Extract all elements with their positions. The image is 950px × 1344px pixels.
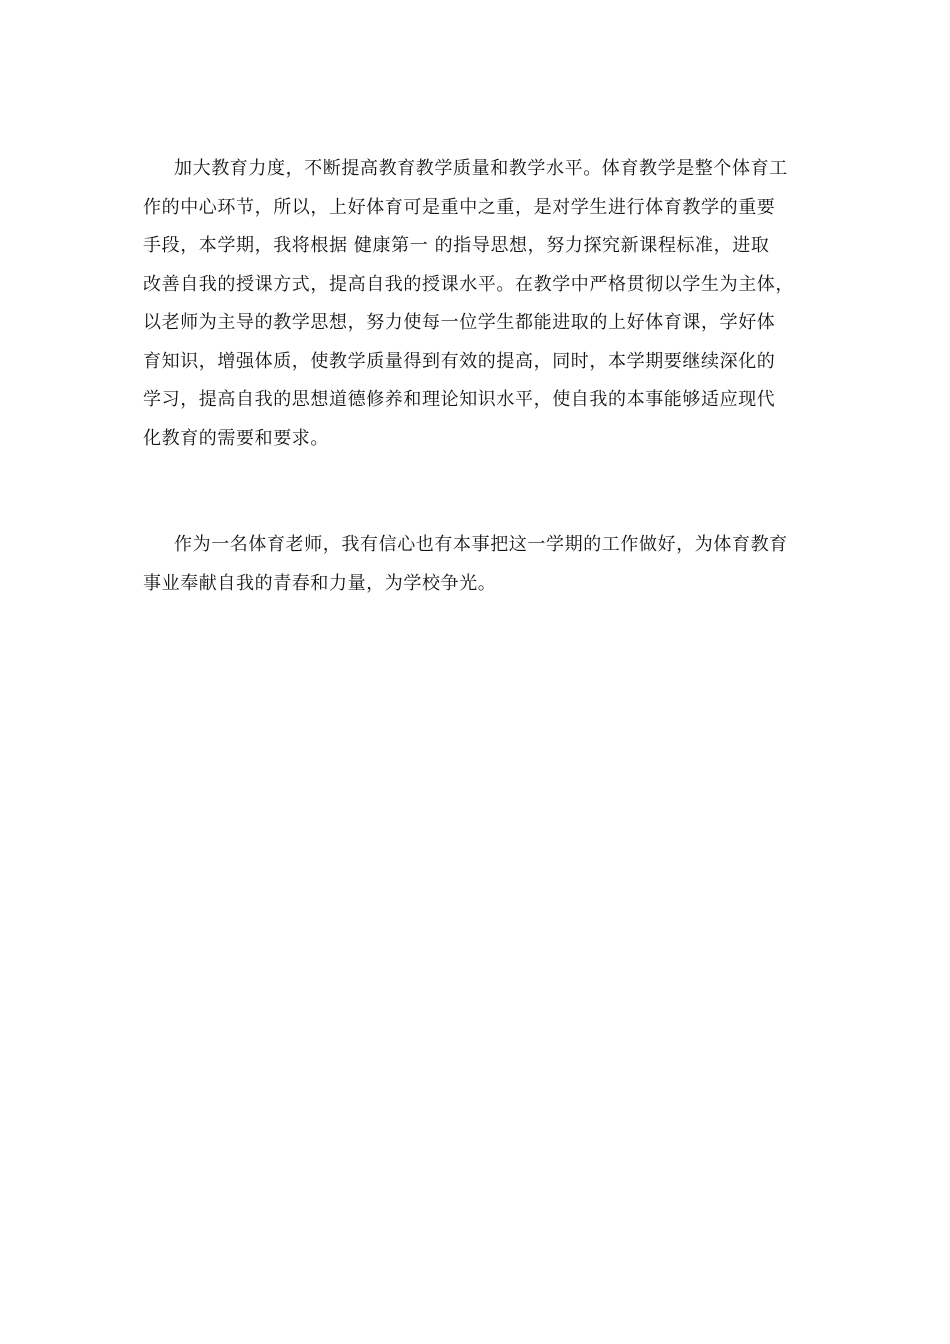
paragraph-spacer <box>143 458 808 526</box>
paragraph-line: 以老师为主导的教学思想，努力使每一位学生都能进取的上好体育课，学好体 <box>143 312 776 333</box>
paragraph-1 <box>143 150 808 458</box>
paragraph-line: 作为一名体育老师，我有信心也有本事把这一学期的工作做好，为体育教育 <box>174 534 788 555</box>
paragraph-line: 事业奉献自我的青春和力量，为学校争光。 <box>143 572 497 594</box>
paragraph-line: 学习，提高自我的思想道德修养和理论知识水平，使自我的本事能够适应现代 <box>143 389 776 410</box>
document-body <box>143 150 808 603</box>
paragraph-line: 改善自我的授课方式，提高自我的授课水平。在教学中严格贯彻以学生为主体， <box>143 273 794 295</box>
paragraph-line: 化教育的需要和要求。 <box>143 427 329 449</box>
paragraph-2 <box>143 526 808 603</box>
paragraph-line: 作的中心环节，所以，上好体育可是重中之重，是对学生进行体育教学的重要 <box>143 196 776 218</box>
paragraph-line: 育知识，增强体质，使教学质量得到有效的提高，同时，本学期要继续深化的 <box>143 350 776 372</box>
paragraph-line: 加大教育力度，不断提高教育教学质量和教学水平。体育教学是整个体育工 <box>174 158 788 179</box>
paragraph-line: 手段，本学期，我将根据 健康第一 的指导思想，努力探究新课程标准，进取 <box>143 235 770 256</box>
